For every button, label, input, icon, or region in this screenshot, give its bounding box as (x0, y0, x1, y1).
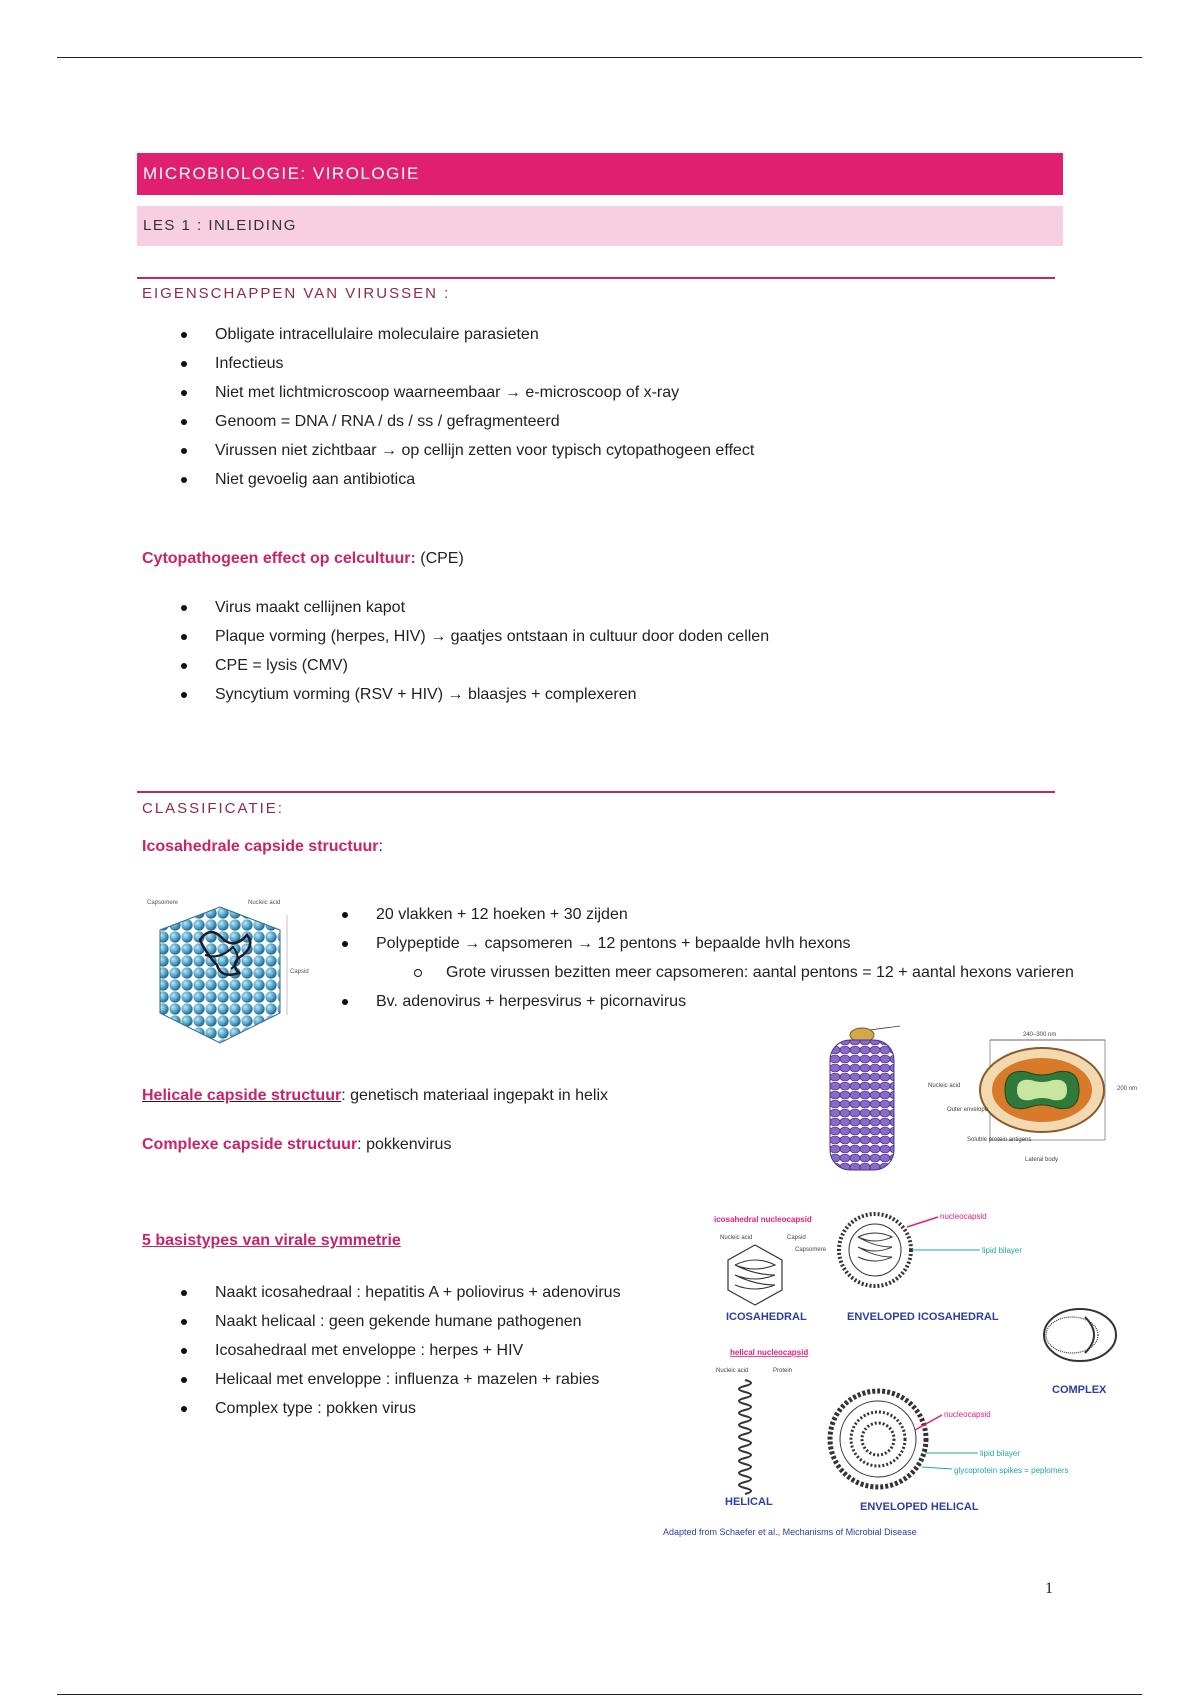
icosa-heading: Icosahedrale capside structuur: (142, 838, 383, 855)
section-heading-classification: CLASSIFICATIE: (142, 800, 284, 817)
page-number: 1 (1045, 1580, 1053, 1597)
page-bottom-rule (57, 1694, 1142, 1695)
bullet-icon (181, 1319, 187, 1325)
pox-outer-label: Outer envelope (947, 1107, 989, 1113)
glycoprotein-label: glycoprotein spikes = peplomers (954, 1466, 1069, 1475)
list-item: Naakt helicaal : geen gekende humane pathogenen (215, 1307, 621, 1336)
list-item: Niet gevoelig aan antibiotica (215, 465, 754, 494)
bullet-icon (181, 692, 187, 698)
pox-dimension-top: 240–300 nm (1023, 1032, 1057, 1038)
section-rule (137, 277, 1055, 279)
page-top-rule (57, 57, 1142, 58)
cpe-list (215, 593, 769, 709)
list-item: CPE = lysis (CMV) (215, 651, 769, 680)
pox-lateral-label: Lateral body (1025, 1157, 1059, 1163)
list-item: Virus maakt cellijnen kapot (215, 593, 769, 622)
sym-nucleic-label: Nucleic acid (720, 1235, 753, 1241)
list-item: Helicaal met enveloppe : influenza + mazelen + rabies (215, 1365, 621, 1394)
document-title-banner: MICROBIOLOGIE: VIROLOGIE (137, 153, 1063, 195)
symmetry-types-list (215, 1278, 621, 1423)
list-item: Grote virussen bezitten meer capsomeren: aantal pentons = 12 + aantal hexons varieren (376, 958, 1074, 987)
bullet-icon (181, 419, 187, 425)
bullet-icon (181, 663, 187, 669)
viral-symmetry-figure (660, 1205, 1130, 1545)
capsid-label: Capsid (290, 969, 309, 975)
list-item: Syncytium vorming (RSV + HIV) → blaasjes + complexeren (215, 680, 769, 709)
nucleic-acid-label: Nucleic acid (248, 900, 281, 906)
caption-enveloped-helical: ENVELOPED HELICAL (860, 1501, 979, 1513)
bullet-icon (181, 332, 187, 338)
list-item: Polypeptide → capsomeren → 12 pentons + bepaalde hvlh hexons (376, 929, 1074, 958)
bullet-icon (342, 941, 348, 947)
caption-icosahedral: ICOSAHEDRAL (726, 1311, 807, 1323)
list-item: Plaque vorming (herpes, HIV) → gaatjes ontstaan in cultuur door doden cellen (215, 622, 769, 651)
list-item: Complex type : pokken virus (215, 1394, 621, 1423)
pox-soluble-label: Soluble protein antigens (967, 1137, 1032, 1143)
helical-virus-figure (820, 1018, 915, 1178)
bullet-icon (181, 448, 187, 454)
caption-helical: HELICAL (725, 1496, 773, 1508)
caption-enveloped-icosahedral: ENVELOPED ICOSAHEDRAL (847, 1311, 999, 1323)
list-item: Icosahedraal met enveloppe : herpes + HIV (215, 1336, 621, 1365)
bullet-icon (181, 477, 187, 483)
icosa-nucleocapsid-label: icosahedral nucleocapsid (714, 1215, 812, 1224)
list-item: 20 vlakken + 12 hoeken + 30 zijden (376, 900, 1074, 929)
sym-capsid-label: Capsid (787, 1235, 806, 1241)
lipid-bilayer-label-1: lipid bilayer (982, 1246, 1023, 1255)
bullet-icon (181, 1406, 187, 1412)
icosahedral-capsid-figure (145, 895, 325, 1060)
bullet-icon (181, 634, 187, 640)
bullet-icon (342, 912, 348, 918)
list-item: Infectieus (215, 349, 754, 378)
list-item: Niet met lichtmicroscoop waarneembaar → e-microscoop of x-ray (215, 378, 754, 407)
properties-list (215, 320, 754, 494)
caption-complex: COMPLEX (1052, 1384, 1107, 1396)
poxvirus-figure (925, 1025, 1145, 1175)
sub-bullet-icon (414, 969, 422, 977)
bullet-icon (181, 1377, 187, 1383)
figure-credit: Adapted from Schaefer et al., Mechanisms of Microbial Disease (663, 1527, 917, 1537)
nucleocapsid-label-2: nucleocapsid (944, 1410, 991, 1419)
pox-nucleic-label: Nucleic acid (928, 1083, 961, 1089)
cpe-heading: Cytopathogeen effect op celcultuur: (CPE) (142, 550, 464, 567)
list-item: Obligate intracellulaire moleculaire parasieten (215, 320, 754, 349)
nucleocapsid-label-1: nucleocapsid (940, 1212, 987, 1221)
bullet-icon (181, 390, 187, 396)
bullet-icon (181, 1290, 187, 1296)
lipid-bilayer-label-2: lipid bilayer (980, 1449, 1021, 1458)
icosa-list (376, 900, 1074, 1016)
helical-nucleocapsid-label: helical nucleocapsid (730, 1348, 809, 1357)
symmetry-types-heading: 5 basistypes van virale symmetrie (142, 1232, 401, 1249)
lesson-title-banner: LES 1 : INLEIDING (137, 206, 1063, 246)
helical-heading: Helicale capside structuur: genetisch materiaal ingepakt in helix (142, 1087, 609, 1104)
capsomere-label: Capsomere (147, 900, 179, 906)
list-item: Naakt icosahedraal : hepatitis A + poliovirus + adenovirus (215, 1278, 621, 1307)
list-item: Genoom = DNA / RNA / ds / ss / gefragmenteerd (215, 407, 754, 436)
list-item: Bv. adenovirus + herpesvirus + picornavirus (376, 987, 1074, 1016)
complex-heading: Complexe capside structuur: pokkenvirus (142, 1136, 452, 1153)
bullet-icon (181, 1348, 187, 1354)
bullet-icon (342, 999, 348, 1005)
sym-capsomere-label: Capsomere (795, 1247, 827, 1253)
bullet-icon (181, 361, 187, 367)
helical-nucleic-label: Nucleic acid (716, 1368, 749, 1374)
pox-dimension-side: 200 nm (1117, 1086, 1138, 1092)
bullet-icon (181, 605, 187, 611)
section-heading-properties: EIGENSCHAPPEN VAN VIRUSSEN : (142, 285, 451, 302)
helical-protein-label: Protein (773, 1368, 793, 1374)
list-item: Virussen niet zichtbaar → op cellijn zetten voor typisch cytopathogeen effect (215, 436, 754, 465)
section-rule (137, 791, 1055, 793)
